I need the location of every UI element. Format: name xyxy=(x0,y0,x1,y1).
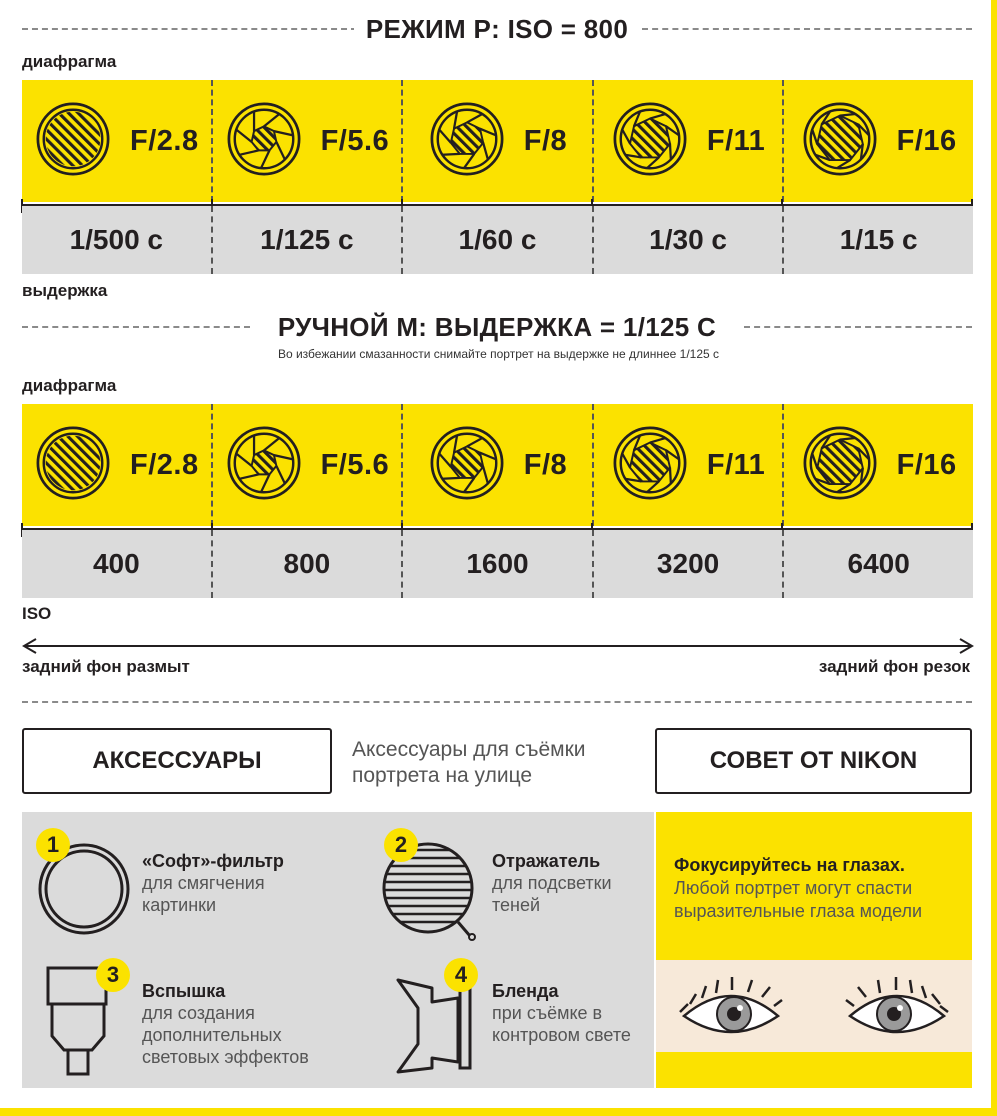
accessories-panel xyxy=(22,812,654,1088)
shutter-value: 1/15 с xyxy=(782,206,973,274)
item-number-badge: 2 xyxy=(384,828,418,862)
shutter-value: 1/125 с xyxy=(211,206,402,274)
aperture-cell xyxy=(592,80,783,202)
aperture-icon xyxy=(801,100,879,183)
aperture-value: F/5.6 xyxy=(320,448,390,481)
iso-value: 800 xyxy=(211,530,402,598)
iso-value: 3200 xyxy=(592,530,783,598)
aperture-value: F/16 xyxy=(896,448,957,481)
iso-value: 1600 xyxy=(401,530,592,598)
tip-body: Любой портрет могут спасти выразительные глаза модели xyxy=(674,878,923,921)
item-number-badge: 3 xyxy=(96,958,130,992)
aperture-icon xyxy=(428,100,506,183)
accessory-text xyxy=(492,980,652,1046)
aperture-icon xyxy=(225,100,303,183)
aperture-row-label: диафрагма xyxy=(22,52,117,71)
iso-value: 400 xyxy=(92,548,140,579)
aperture-cell xyxy=(211,80,402,202)
aperture-cell xyxy=(211,404,402,526)
shutter-value: 1/30 с xyxy=(592,206,783,274)
accessories-button[interactable]: АКСЕССУАРЫ xyxy=(22,728,332,794)
aperture-cell xyxy=(22,80,211,202)
iso-row xyxy=(22,530,973,598)
aperture-cell xyxy=(592,404,783,526)
shutter-row-label: выдержка xyxy=(22,281,108,300)
aperture-cell xyxy=(22,404,211,526)
section-1-header xyxy=(22,14,972,44)
aperture-icon xyxy=(225,424,303,507)
aperture-row-label: диафрагма xyxy=(22,376,117,395)
section-2-subtitle: Во избежании смазанности снимайте портрет на выдержке не длиннее 1/125 с xyxy=(277,347,720,361)
aperture-value: F/2.8 xyxy=(130,124,199,157)
eye-icon xyxy=(842,968,952,1048)
aperture-cell xyxy=(782,80,973,202)
accessory-text xyxy=(142,980,342,1068)
shutter-value: 1/60 с xyxy=(401,206,592,274)
eyes-illustration xyxy=(656,960,972,1052)
accessory-text xyxy=(492,850,652,916)
aperture-cell xyxy=(782,404,973,526)
accessory-desc: при съёмке в контровом свете xyxy=(492,1003,631,1045)
tip-text xyxy=(674,854,964,923)
aperture-icon xyxy=(428,424,506,507)
iso-value: 6400 xyxy=(782,530,973,598)
aperture-icon xyxy=(34,424,112,507)
shutter-row xyxy=(22,206,973,274)
accessory-title: Вспышка xyxy=(142,981,226,1001)
accessory-desc: для подсветки теней xyxy=(492,873,612,915)
accessory-desc: для смягчения картинки xyxy=(142,873,265,915)
shutter-value: 1/500 с xyxy=(69,224,163,255)
accessory-text xyxy=(142,850,322,916)
aperture-icon xyxy=(34,100,112,183)
aperture-value: F/11 xyxy=(706,124,766,157)
section-2-header xyxy=(22,312,972,342)
accessory-desc: для создания дополнительных световых эффектов xyxy=(142,1003,309,1067)
accessory-title: Отражатель xyxy=(492,851,601,871)
aperture-value: F/8 xyxy=(523,448,568,481)
aperture-row-1 xyxy=(22,80,973,202)
section-1-title: РЕЖИМ P: ISO = 800 xyxy=(354,14,640,44)
background-sharp-label: задний фон резок xyxy=(818,657,970,676)
nikon-tip-panel xyxy=(656,812,972,1088)
section-divider xyxy=(22,701,972,703)
aperture-value: F/2.8 xyxy=(130,448,199,481)
tip-title: Фокусируйтесь на глазах. xyxy=(674,855,905,875)
aperture-cell xyxy=(401,404,592,526)
aperture-value: F/5.6 xyxy=(320,124,390,157)
item-number-badge: 1 xyxy=(36,828,70,862)
aperture-cell xyxy=(401,80,592,202)
accessory-title: Бленда xyxy=(492,981,559,1001)
aperture-icon xyxy=(801,424,879,507)
aperture-icon xyxy=(611,424,689,507)
aperture-value: F/8 xyxy=(523,124,568,157)
section-2-title: РУЧНОЙ М: ВЫДЕРЖКА = 1/125 С xyxy=(266,312,728,342)
aperture-value: F/11 xyxy=(706,448,766,481)
nikon-tip-button[interactable]: СОВЕТ ОТ NIKON xyxy=(655,728,972,794)
aperture-value: F/16 xyxy=(896,124,957,157)
accessory-title: «Софт»-фильтр xyxy=(142,851,284,871)
double-arrow-icon xyxy=(22,636,974,656)
aperture-icon xyxy=(611,100,689,183)
accessories-caption: Аксессуары для съёмки портрета на улице xyxy=(352,738,586,787)
background-blurred-label: задний фон размыт xyxy=(22,657,190,676)
eye-icon xyxy=(676,968,786,1048)
item-number-badge: 4 xyxy=(444,958,478,992)
iso-row-label: ISO xyxy=(22,604,52,623)
aperture-row-2 xyxy=(22,404,973,526)
